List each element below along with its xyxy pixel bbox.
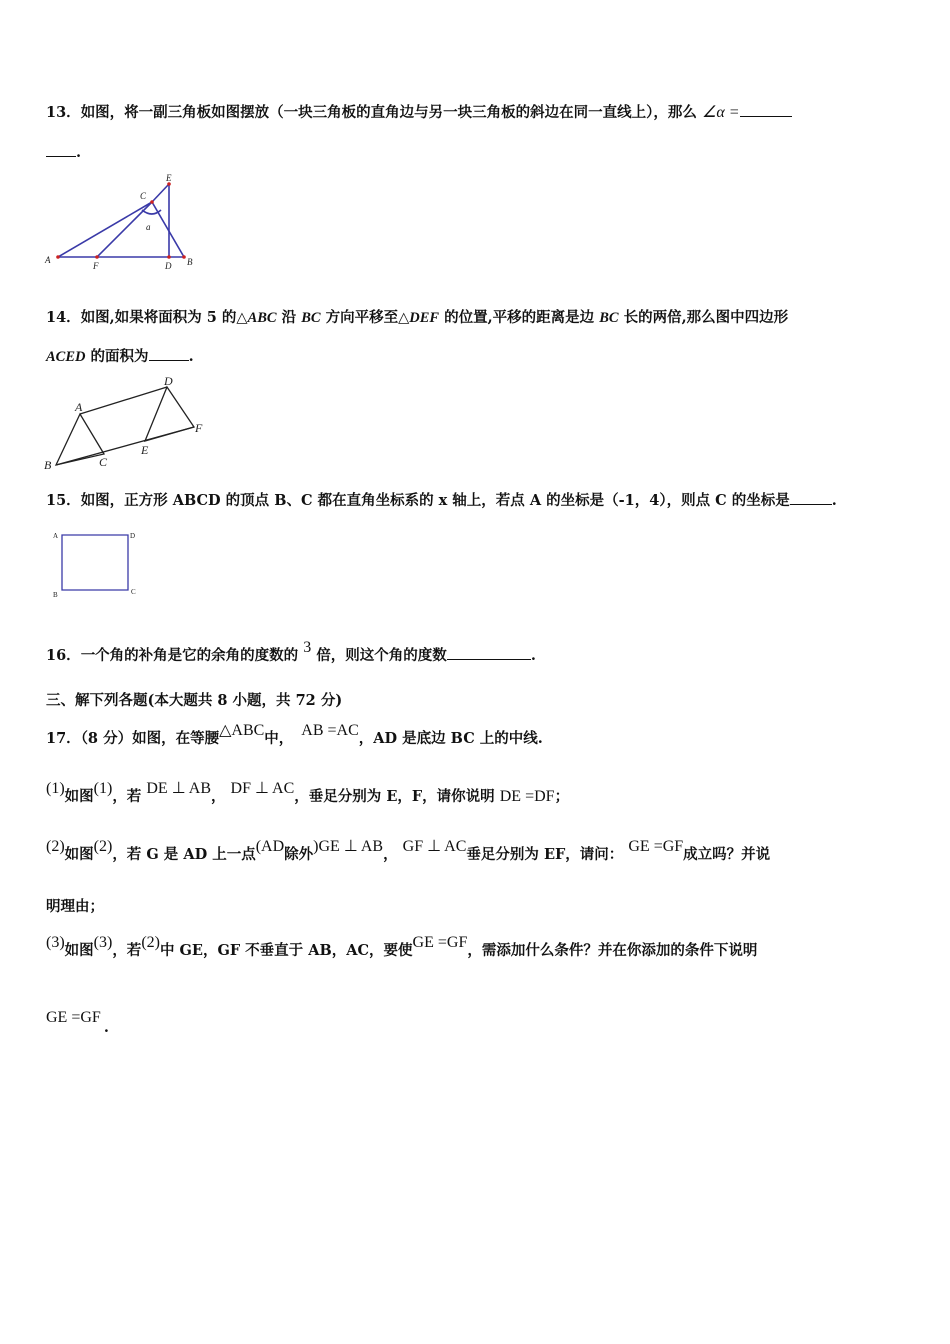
q17-triangle-abc: △ABC <box>219 722 265 739</box>
q17-p2-ad-open: (AD <box>255 838 285 855</box>
q17-p2-text-4: ， <box>383 846 398 863</box>
q14-text-6: 的面积为 <box>85 348 149 365</box>
q16-text-1: 一个角的补角是它的余角的度数的 <box>80 647 299 664</box>
q17-p3-text-1: 如图 <box>64 942 94 959</box>
q14-line1 <box>46 308 788 328</box>
q14-number: 14． <box>46 309 81 326</box>
q15-label-A: A <box>53 532 59 540</box>
q13-label-F: F <box>93 261 99 271</box>
q17-part1 <box>46 780 570 807</box>
q17-ab-eq-ac: AB =AC <box>301 722 359 739</box>
q13-answer-blank[interactable] <box>740 102 792 117</box>
q14-label-F: F <box>195 421 203 435</box>
q13-angle-alpha: ∠α = <box>702 104 740 121</box>
q17-p2-mark: (2) <box>46 838 65 855</box>
q17-p2-text-3: 除外 <box>284 846 314 863</box>
q14-segment-AD <box>80 387 167 414</box>
q17-text-1: （8 分）如图，在等腰 <box>80 730 220 747</box>
q17-p3-fig-ref: (3) <box>93 934 113 951</box>
q14-label-B: B <box>44 458 52 472</box>
q17-p2-text-5: 垂足分别为 EF，请问： <box>466 846 624 863</box>
q14-answer-blank[interactable] <box>149 346 189 361</box>
q17-p2-ge-eq-gf: GE =GF <box>628 838 684 855</box>
q14-line2 <box>46 346 194 367</box>
q17-p2-text-1: 如图 <box>64 846 94 863</box>
q13-line2 <box>46 142 81 163</box>
q17-p2-text-2: ，若 G 是 AD 上一点 <box>112 846 256 863</box>
q17-p1-fig-ref: (1) <box>93 780 113 797</box>
q13-label-D: D <box>165 261 172 271</box>
q15-text: 如图，正方形 ABCD 的顶点 B、C 都在直角坐标系的 x 轴上，若点 A 的坐标是（-1，4），则点 C 的坐标是 <box>80 492 790 509</box>
q14-label-C: C <box>99 455 108 469</box>
q17-p3-mark: (3) <box>46 934 65 951</box>
q13-line1 <box>46 102 792 123</box>
q17-p3-ge-eq-gf-2: GE =GF <box>46 1009 101 1026</box>
q15-label-C: C <box>131 588 136 596</box>
q13-segment-CB <box>152 202 184 257</box>
q14-triangle-DEF <box>145 387 194 441</box>
q17-p3-period: . <box>103 1019 109 1036</box>
q13-period: . <box>76 144 82 161</box>
q15-square-ABCD <box>62 535 128 590</box>
q17-p2-text-6: 成立吗？并说 <box>683 846 771 863</box>
q14-triangle-ABC <box>56 414 104 465</box>
q16-text-2: 倍，则这个角的度数 <box>316 647 447 664</box>
q17-p2-fig-ref: (2) <box>93 838 113 855</box>
q13-label-C: C <box>140 191 147 201</box>
q17-p2-ge-perp-ab: )GE ⊥ AB <box>313 838 384 855</box>
q13-figure <box>42 170 202 274</box>
q14-label-D: D <box>164 374 173 388</box>
q17-p1-text-4: ，垂足分别为 E，F，请你说明 <box>294 788 495 805</box>
q17-p3-text-4: ，需添加什么条件？并在你添加的条件下说明 <box>467 942 758 959</box>
q17-p1-de-perp-ab: DE ⊥ AB <box>146 780 211 797</box>
q17-part2 <box>46 838 771 865</box>
q17-p1-de-eq-df: DE =DF <box>499 788 555 805</box>
q14-period: . <box>188 348 194 365</box>
q14-text-4: 的位置,平移的距离是边 <box>439 309 600 326</box>
q17-part3 <box>46 934 758 961</box>
q13-answer-blank-cont[interactable] <box>46 142 76 157</box>
q14-aced: ACED <box>46 349 86 365</box>
q15-number: 15． <box>46 492 81 509</box>
q17-p1-mark: (1) <box>46 780 65 797</box>
q17-part2-line2: 明理由； <box>46 898 104 915</box>
q14-text-2: 沿 <box>276 309 302 326</box>
section-3-title: 三、解下列各题(本大题共 8 小题，共 72 分) <box>46 692 343 709</box>
q17-p2-gf-perp-ac: GF ⊥ AC <box>402 838 467 855</box>
q14-bc: BC <box>301 310 321 326</box>
q13-label-A: A <box>45 255 51 265</box>
q16-number: 16． <box>46 647 81 664</box>
q15-figure <box>50 527 142 601</box>
q17-p3-text-3: 中 GE，GF 不垂直于 AB，AC，要使 <box>159 942 413 959</box>
q17-text-2: 中， <box>264 730 294 747</box>
q15-line1 <box>46 490 837 511</box>
q14-text-3: 方向平移至△ <box>320 309 410 326</box>
q17-p1-text-1: 如图 <box>64 788 94 805</box>
q17-p1-text-2: ，若 <box>112 788 142 805</box>
q14-text-5: 长的两倍,那么图中四边形 <box>618 309 789 326</box>
q17-p3-ge-eq-gf: GE =GF <box>412 934 468 951</box>
q13-label-E: E <box>166 173 172 183</box>
q14-label-E: E <box>141 443 149 457</box>
q15-answer-blank[interactable] <box>790 490 832 505</box>
q17-text-3: ，AD 是底边 BC 上的中线. <box>358 730 543 747</box>
q14-bc-2: BC <box>599 310 619 326</box>
q16-line1 <box>46 639 536 666</box>
q17-line1 <box>46 722 543 749</box>
q13-text: 如图，将一副三角板如图摆放（一块三角板的直角边与另一块三角板的斜边在同一直线上），那么 <box>80 104 697 121</box>
q16-period: . <box>530 647 536 664</box>
q17-p1-text-5: ； <box>554 788 570 805</box>
q17-number: 17． <box>46 730 81 747</box>
q13-label-B: B <box>187 257 193 267</box>
q14-text-1: 如图,如果将面积为 5 的△ <box>80 309 248 326</box>
q17-part3-line2 <box>46 1008 109 1036</box>
q13-label-alpha: a <box>146 222 151 232</box>
q14-abc: ABC <box>247 310 277 326</box>
q17-p1-df-perp-ac: DF ⊥ AC <box>230 780 295 797</box>
q16-answer-blank[interactable] <box>447 645 531 660</box>
q14-label-A: A <box>75 400 83 414</box>
q17-p3-text-2: ，若 <box>112 942 142 959</box>
q17-p1-text-3: ， <box>210 788 226 805</box>
q17-p3-ref-2: (2) <box>141 934 160 951</box>
q15-period: . <box>831 492 837 509</box>
q16-number-three: 3 <box>303 639 312 656</box>
q14-def: DEF <box>409 310 440 326</box>
q15-label-B: B <box>53 591 58 599</box>
q13-segment-EC <box>152 184 169 202</box>
q14-figure <box>40 372 210 472</box>
q13-number: 13． <box>46 104 81 121</box>
q15-label-D: D <box>130 532 136 540</box>
